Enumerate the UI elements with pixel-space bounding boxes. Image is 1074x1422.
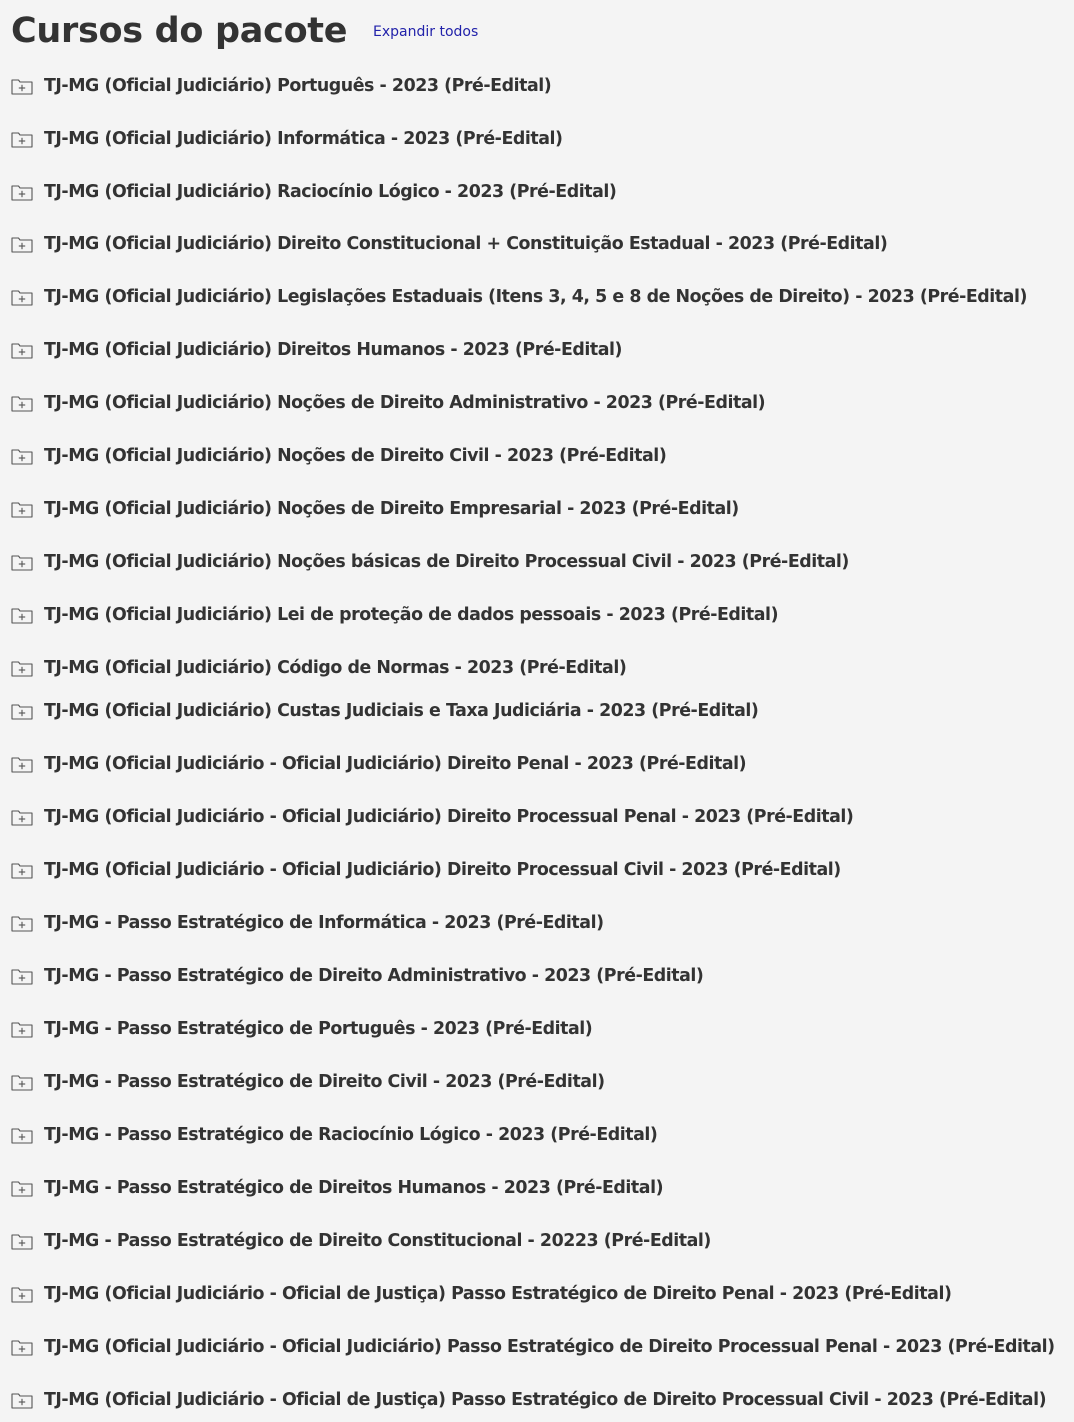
folder-plus-icon [11,1073,33,1091]
course-title: TJ-MG (Oficial Judiciário) Raciocínio Lógico - 2023 (Pré-Edital) [44,182,617,202]
folder-plus-icon [11,1020,33,1038]
folder-plus-icon [11,553,33,571]
folder-plus-icon [11,1391,33,1409]
course-title: TJ-MG (Oficial Judiciário - Oficial Judiciário) Direito Processual Civil - 2023 (Pré-Edital) [44,860,841,880]
course-item[interactable] [11,602,778,628]
folder-plus-icon [11,702,33,720]
course-item[interactable] [11,1016,592,1042]
folder-plus-icon [11,808,33,826]
course-item[interactable] [11,1334,1055,1360]
course-title: TJ-MG (Oficial Judiciário - Oficial Judiciário) Direito Penal - 2023 (Pré-Edital) [44,754,747,774]
course-item[interactable] [11,284,1027,310]
course-item[interactable] [11,443,666,469]
course-title: TJ-MG - Passo Estratégico de Direito Administrativo - 2023 (Pré-Edital) [44,966,704,986]
course-title: TJ-MG (Oficial Judiciário) Código de Normas - 2023 (Pré-Edital) [44,658,627,678]
course-title: TJ-MG (Oficial Judiciário) Direitos Humanos - 2023 (Pré-Edital) [44,340,623,360]
folder-plus-icon [11,183,33,201]
folder-plus-icon [11,1179,33,1197]
course-item[interactable] [11,857,841,883]
folder-plus-icon [11,394,33,412]
course-item[interactable] [11,1281,951,1307]
course-item[interactable] [11,655,626,681]
course-item[interactable] [11,698,758,724]
course-item[interactable] [11,390,765,416]
course-title: TJ-MG (Oficial Judiciário - Oficial de Justiça) Passo Estratégico de Direito Processual Civil - 2023 (Pré-Edital) [44,1390,1047,1410]
course-title: TJ-MG (Oficial Judiciário) Noções de Direito Civil - 2023 (Pré-Edital) [44,446,667,466]
folder-plus-icon [11,861,33,879]
folder-plus-icon [11,341,33,359]
folder-plus-icon [11,235,33,253]
course-title: TJ-MG (Oficial Judiciário) Noções básicas de Direito Processual Civil - 2023 (Pré-Edital) [44,552,849,572]
course-item[interactable] [11,751,746,777]
course-title: TJ-MG - Passo Estratégico de Direitos Humanos - 2023 (Pré-Edital) [44,1178,664,1198]
course-title: TJ-MG (Oficial Judiciário) Lei de proteção de dados pessoais - 2023 (Pré-Edital) [44,605,779,625]
course-title: TJ-MG (Oficial Judiciário) Legislações Estaduais (Itens 3, 4, 5 e 8 de Noções de Direito) - 2023 (Pré-Edital) [44,287,1027,307]
course-title: TJ-MG - Passo Estratégico de Informática - 2023 (Pré-Edital) [44,913,604,933]
course-title: TJ-MG (Oficial Judiciário - Oficial de Justiça) Passo Estratégico de Direito Penal - 2023 (Pré-Edital) [44,1284,952,1304]
course-title: TJ-MG (Oficial Judiciário - Oficial Judiciário) Passo Estratégico de Direito Processual Penal - 2023 (Pré-Edital) [44,1337,1055,1357]
folder-plus-icon [11,1232,33,1250]
course-item[interactable] [11,1228,711,1254]
folder-plus-icon [11,914,33,932]
course-item[interactable] [11,963,703,989]
folder-plus-icon [11,447,33,465]
course-title: TJ-MG (Oficial Judiciário - Oficial Judiciário) Direito Processual Penal - 2023 (Pré-Edital) [44,807,854,827]
course-item[interactable] [11,337,622,363]
course-item[interactable] [11,1122,657,1148]
course-title: TJ-MG (Oficial Judiciário) Custas Judiciais e Taxa Judiciária - 2023 (Pré-Edital) [44,701,759,721]
folder-plus-icon [11,606,33,624]
course-title: TJ-MG (Oficial Judiciário) Noções de Direito Administrativo - 2023 (Pré-Edital) [44,393,766,413]
folder-plus-icon [11,77,33,95]
folder-plus-icon [11,755,33,773]
course-item[interactable] [11,549,849,575]
course-item[interactable] [11,910,604,936]
folder-plus-icon [11,1285,33,1303]
course-item[interactable] [11,496,739,522]
course-item[interactable] [11,1069,605,1095]
folder-plus-icon [11,1338,33,1356]
expand-all-link[interactable]: Expandir todos [373,24,479,40]
course-item[interactable] [11,1175,663,1201]
page-title: Cursos do pacote [11,11,348,51]
folder-plus-icon [11,1126,33,1144]
course-title: TJ-MG - Passo Estratégico de Raciocínio Lógico - 2023 (Pré-Edital) [44,1125,658,1145]
folder-plus-icon [11,500,33,518]
course-item[interactable] [11,804,853,830]
course-title: TJ-MG - Passo Estratégico de Português - 2023 (Pré-Edital) [44,1019,593,1039]
folder-plus-icon [11,288,33,306]
folder-plus-icon [11,130,33,148]
course-title: TJ-MG (Oficial Judiciário) Direito Constitucional + Constituição Estadual - 2023 (Pré-Edital) [44,234,888,254]
course-item[interactable] [11,1387,1046,1413]
folder-plus-icon [11,659,33,677]
course-title: TJ-MG (Oficial Judiciário) Noções de Direito Empresarial - 2023 (Pré-Edital) [44,499,739,519]
folder-plus-icon [11,967,33,985]
course-item[interactable] [11,231,887,257]
course-title: TJ-MG (Oficial Judiciário) Português - 2023 (Pré-Edital) [44,76,552,96]
course-item[interactable] [11,126,563,152]
course-item[interactable] [11,179,616,205]
course-title: TJ-MG - Passo Estratégico de Direito Constitucional - 20223 (Pré-Edital) [44,1231,711,1251]
course-title: TJ-MG - Passo Estratégico de Direito Civil - 2023 (Pré-Edital) [44,1072,605,1092]
course-item[interactable] [11,73,551,99]
page-header [11,6,347,56]
course-title: TJ-MG (Oficial Judiciário) Informática - 2023 (Pré-Edital) [44,129,563,149]
